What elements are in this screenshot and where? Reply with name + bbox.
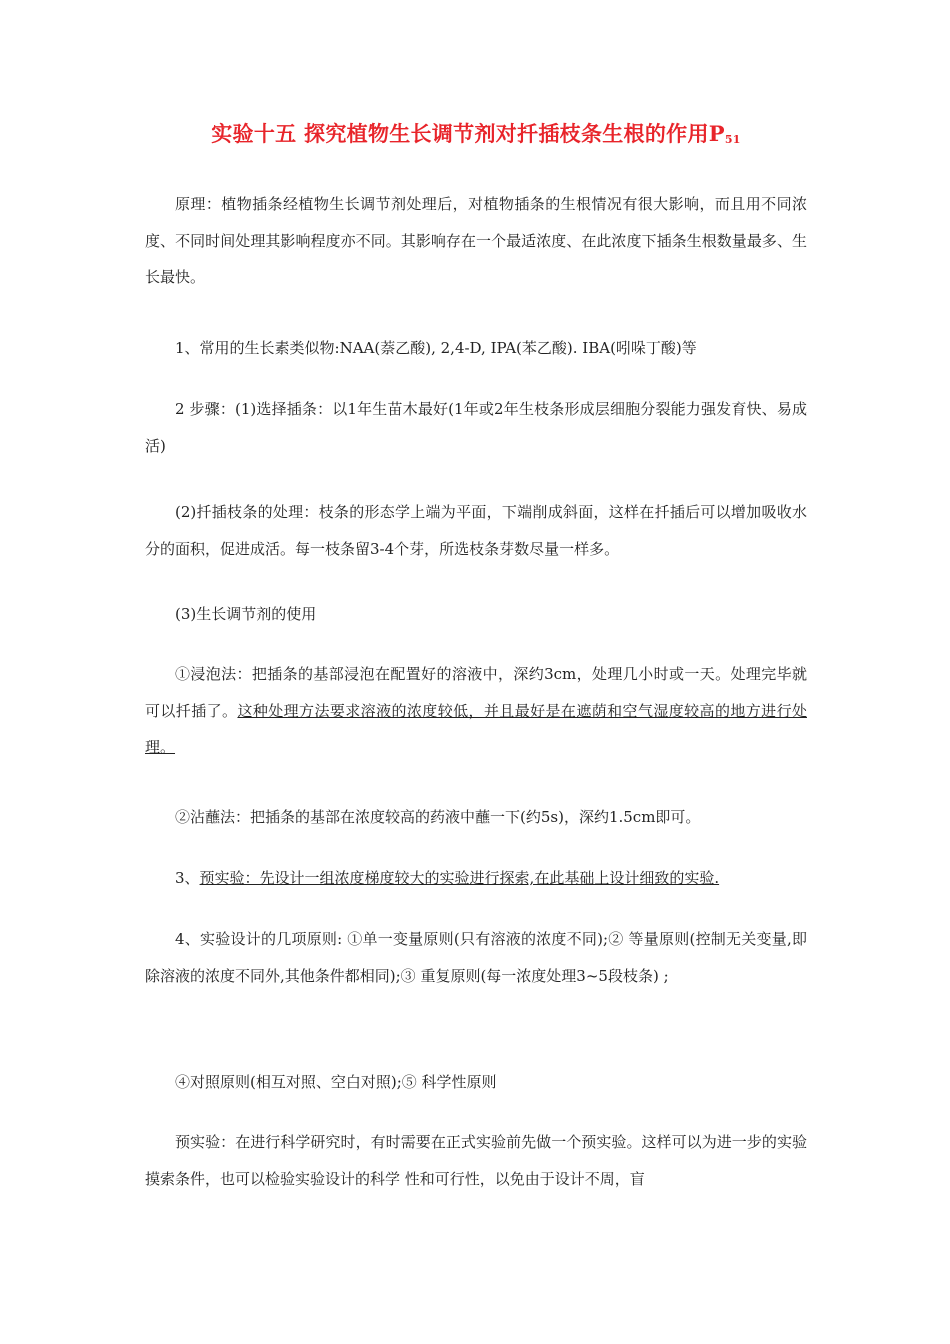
design-principles-item: 4、实验设计的几项原则: ①单一变量原则(只有溶液的浓度不同);② 等量原则(控制无关变量,即除溶液的浓度不同外,其他条件都相同);③ 重复原则(每一浓度处理3~5段枝条) ; (145, 930, 807, 985)
pre-experiment-item (145, 860, 807, 897)
design-principles-continued: ④对照原则(相互对照、空白对照);⑤ 科学性原则 (175, 1073, 497, 1091)
cutting-treatment-paragraph: (2)扦插枝条的处理：枝条的形态学上端为平面，下端削成斜面，这样在扦插后可以增加吸收水分的面积，促进成活。每一枝条留3-4个芽，所选枝条芽数尽量一样多。 (145, 503, 807, 558)
title-text: 实验十五 探究植物生长调节剂对扦插枝条生根的作用P (211, 121, 725, 146)
soaking-method-paragraph (145, 656, 807, 766)
regulator-usage-heading: (3)生长调节剂的使用 (175, 605, 317, 623)
dipping-method-paragraph: ②沾蘸法：把插条的基部在浓度较高的药液中蘸一下(约5s)，深约1.5cm即可。 (175, 808, 701, 826)
pre-experiment-paragraph: 预实验：在进行科学研究时，有时需要在正式实验前先做一个预实验。这样可以为进一步的实验摸索条件，也可以检验实验设计的科学 性和可行性，以免由于设计不周，盲 (145, 1133, 807, 1188)
soaking-method-text: ①浸泡法：把插条的基部浸泡在配置好的溶液中，深约3cm，处理几小时或一天。处理完毕就可以扦插了。 (145, 665, 807, 720)
steps-item: 2 步骤：(1)选择插条：以1年生苗木最好(1年或2年生枝条形成层细胞分裂能力强发育快、易成活) (145, 400, 807, 455)
principle-paragraph: 原理：植物插条经植物生长调节剂处理后，对植物插条的生根情况有很大影响，而且用不同浓度、不同时间处理其影响程度亦不同。其影响存在一个最适浓度、在此浓度下插条生根数量最多、生长最快。 (145, 195, 807, 286)
pre-experiment-number: 3、 (175, 869, 200, 887)
document-title (145, 118, 807, 148)
soaking-method-note: 这种处理方法要求溶液的浓度较低，并且最好是在遮荫和空气湿度较高的地方进行处理。 (145, 701, 807, 756)
auxin-analogs-item: 1、常用的生长素类似物:NAA(萘乙酸), 2,4-D, IPA(苯乙酸). IBA(吲哚丁酸)等 (175, 339, 697, 357)
pre-experiment-text: 预实验：先设计一组浓度梯度较大的实验进行探索,在此基础上设计细致的实验. (199, 869, 720, 887)
title-page-ref: 51 (724, 133, 741, 146)
